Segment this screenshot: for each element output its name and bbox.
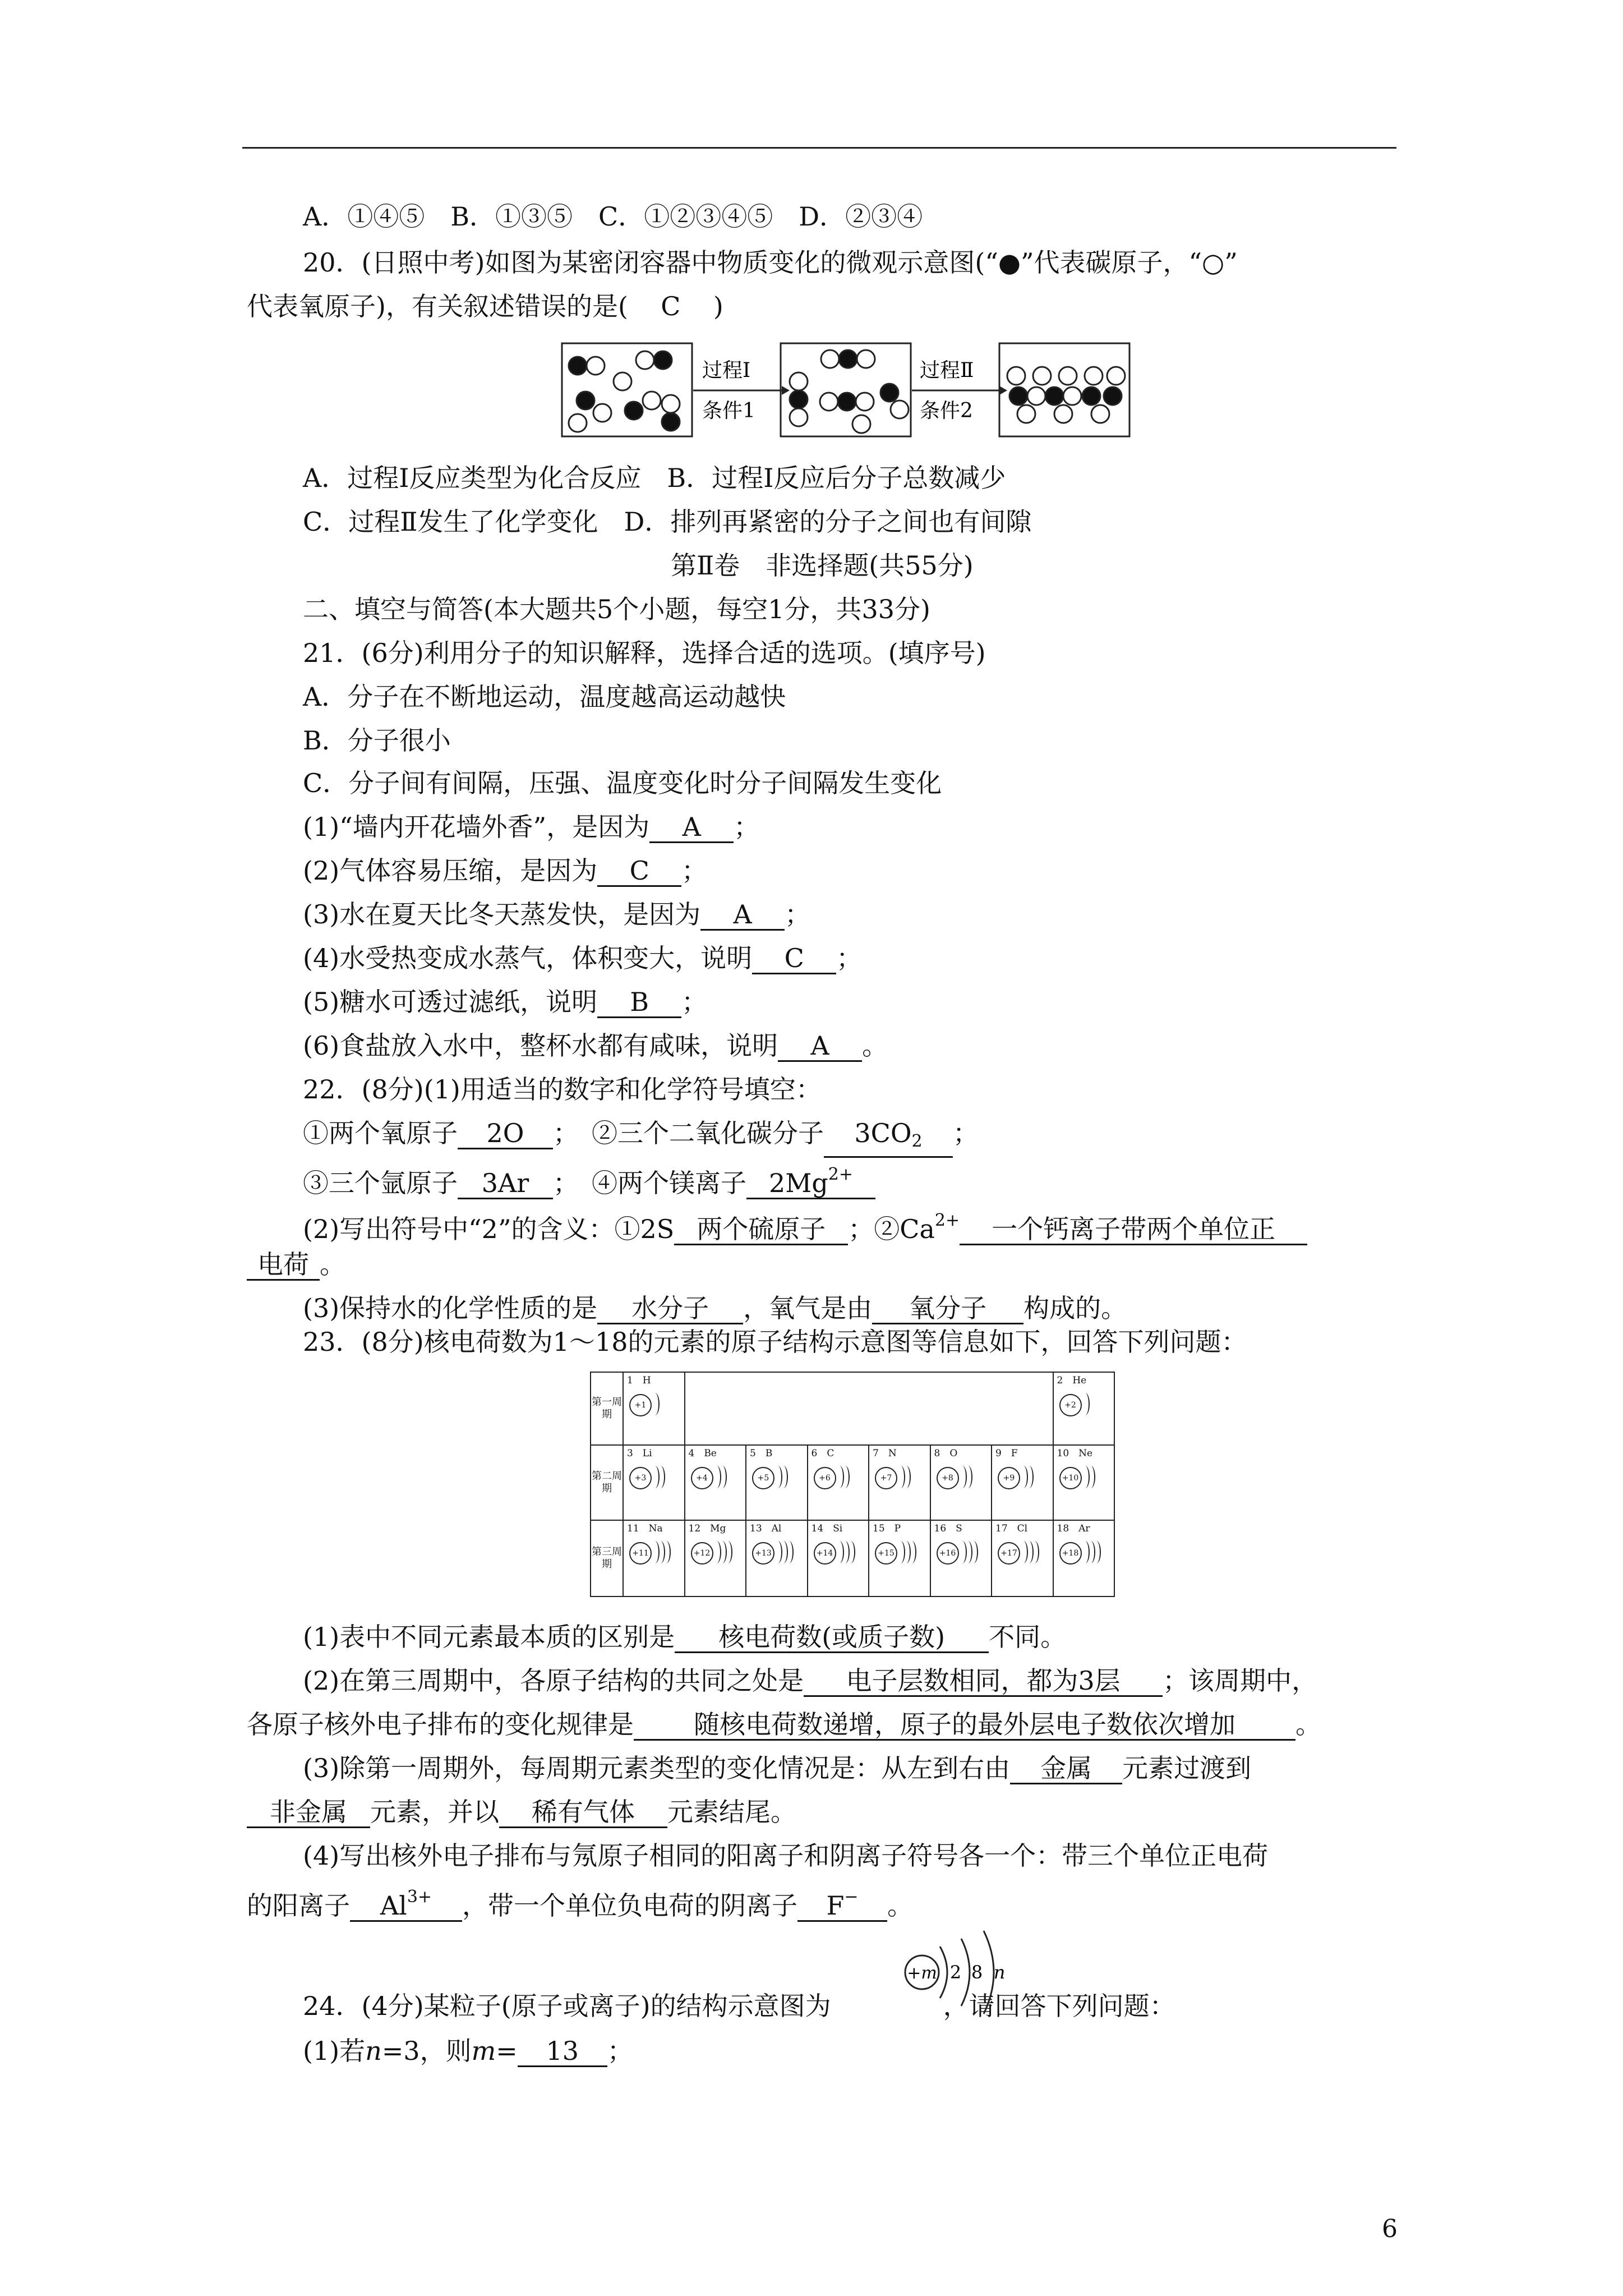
q21-answer-4: C [752,944,836,974]
element-cell: 2 He +2 [1053,1372,1115,1445]
q21-answer-1: A [649,812,734,843]
q24-shell3-count: n [993,1962,1006,1983]
element-cell: 7 N +7 [869,1445,930,1520]
element-cell: 12 Mg +12 [685,1520,746,1596]
q21-item-3: (3)水在夏天比冬天蒸发快，是因为 A ； [303,899,811,930]
q21-option-a: A．分子在不断地运动，温度越高运动越快 [303,682,786,712]
q20-options-cd: C．过程Ⅱ发生了化学变化 D．排列再紧密的分子之间也有间隙 [303,507,1032,537]
q21-answer-5: B [597,987,681,1018]
q23-answer-8: F− [797,1883,887,1922]
q24-shell1-count: 2 [949,1962,962,1983]
q20-stem-line1: 20．(日照中考)如图为某密闭容器中物质变化的微观示意图(“●”代表碳原子，“○” [303,247,1238,278]
q21-item-1: (1)“墙内开花墙外香”，是因为 A ； [303,812,760,842]
q22-answer-1: 2O [458,1119,553,1149]
q24-answer-1: 13 [518,2036,607,2067]
q23-answer-5: 非金属 [247,1797,370,1828]
element-cell: 15 P +15 [869,1520,930,1596]
q21-answer-2: C [597,856,681,887]
q23-stem: 23．(8分)核电荷数为1～18的元素的原子结构示意图等信息如下，回答下列问题： [303,1327,1247,1357]
q22-answer-5: 两个硫原子 [674,1214,848,1245]
q24-nucleus-label: +m [907,1963,937,1983]
q22-answer-8: 氧分子 [872,1294,1023,1324]
q20-process2-label: 过程Ⅱ [920,359,974,382]
element-cell: 4 Be +4 [685,1445,746,1520]
q23-part1: (1)表中不同元素最本质的区别是 核电荷数(或质子数) 不同。 [303,1622,1067,1652]
q23-part4-line1: (4)写出核外电子排布与氖原子相同的阳离子和阴离子符号各一个：带三个单位正电荷 [303,1841,1269,1871]
q23-answer-3: 随核电荷数递增，原子的最外层电子数依次增加 [634,1710,1295,1741]
q22-answer-4: $2Mg^{2+}$ [746,1160,875,1199]
q20-stem-line2: 代表氧原子)，有关叙述错误的是( C ) [247,291,723,321]
element-cell: 17 Cl +17 [992,1520,1053,1596]
q23-part3-line1: (3)除第一周期外，每周期元素类型的变化情况是：从左到右由 金属 元素过渡到 [303,1753,1252,1783]
q23-part3-line2: 非金属 元素，并以 稀有气体 元素结尾。 [247,1795,796,1829]
element-cell: 13 Al +13 [746,1520,808,1596]
q20-process1-label: 过程Ⅰ [702,359,751,382]
q24-shell2-count: 8 [971,1962,983,1983]
q24-part1: (1)若n=3，则m= 13 ； [303,2036,633,2066]
q22-part2-line2: 电荷 。 [247,1248,345,1281]
q20-micro-diagram [561,342,1144,443]
element-cell: 10 Ne +10 [1053,1445,1115,1520]
element-cell: 14 Si +14 [808,1520,869,1596]
page-number: 6 [1382,2215,1398,2243]
q23-answer-4: 金属 [1010,1754,1122,1784]
element-cell: 18 Ar +18 [1053,1520,1115,1596]
section2-title: 二、填空与简答(本大题共5个小题，每空1分，共33分) [303,594,930,624]
q21-item-6: (6)食盐放入水中，整杯水都有咸味，说明 A 。 [303,1030,888,1061]
q20-options-ab: A．过程Ⅰ反应类型为化合反应 B．过程Ⅰ反应后分子总数减少 [303,463,1006,493]
q22-stem: 22．(8分)(1)用适当的数字和化学符号填空： [303,1074,822,1105]
q21-answer-3: A [700,900,785,931]
element-cell: 11 Na +11 [623,1520,685,1596]
q23-part2-line2: 各原子核外电子排布的变化规律是 随核电荷数递增，原子的最外层电子数依次增加 。 [247,1709,1321,1740]
q21-item-2: (2)气体容易压缩，是因为 C ； [303,855,708,886]
q20-cond2-label: 条件2 [920,399,973,422]
q22-answer-3: 3Ar [458,1168,553,1199]
q21-stem: 21．(6分)利用分子的知识解释，选择合适的选项。(填序号) [303,638,986,668]
q22-row-2: ③三个氩原子 3Ar ； ④两个镁离子 $2Mg^{2+}$ [303,1160,875,1200]
q21-item-4: (4)水受热变成水蒸气，体积变大，说明 C ； [303,943,863,973]
q23-part4-line2: 的阳离子 $Al^{3+}$ ，带一个单位负电荷的阴离子 F− 。 [247,1883,913,1922]
q22-answer-2: $3CO_2$ [824,1119,953,1158]
q21-option-b: B．分子很小 [303,725,451,756]
period-3-label: 第三周期 [591,1520,623,1596]
q21-item-5: (5)糖水可透过滤纸，说明 B ； [303,987,708,1017]
q22-answer-7: 水分子 [597,1294,743,1324]
element-cell: 16 S +16 [930,1520,992,1596]
q22-row-1: ①两个氧原子 2O ； ②三个二氧化碳分子 $3CO_2$ ； [303,1116,979,1158]
q19-options: A．①④⑤ B．①③⑤ C．①②③④⑤ D．②③④ [303,201,923,232]
periodic-table [590,1372,1115,1597]
element-cell: 5 B +5 [746,1445,808,1520]
period-1-label: 第一周期 [591,1372,623,1445]
element-cell: 1 H +1 [623,1372,685,1445]
part2-title: 第Ⅱ卷 非选择题(共55分) [671,550,974,581]
q23-part2-line1: (2)在第三周期中，各原子结构的共同之处是 电子层数相同，都为3层 ；该周期中， [303,1665,1318,1696]
element-cell: 8 O +8 [930,1445,992,1520]
periodic-table-figure [590,1372,1115,1596]
q20-cond1-label: 条件1 [702,399,755,422]
q24-structure-diagram [900,1924,1017,2019]
header-rule [242,147,1396,149]
q22-answer-6a: 一个钙离子带两个单位正 [960,1214,1307,1245]
empty-gap [685,1372,1053,1445]
q21-answer-6: A [778,1031,862,1062]
element-cell: 3 Li +3 [623,1445,685,1520]
q23-answer-1: 核电荷数(或质子数) [675,1622,989,1653]
q21-option-c: C．分子间有间隔，压强、温度变化时分子间隔发生变化 [303,768,942,798]
q20-answer: C [661,291,681,321]
q22-part2-line1: (2)写出符号中“2”的含义：①2S 两个硫原子 ；$②Ca^{2+}$ 一个钙离子带两个单位正 [303,1204,1307,1246]
q22-answer-6b: 电荷 [247,1250,320,1281]
element-cell: 9 F +9 [992,1445,1053,1520]
q23-answer-6: 稀有气体 [499,1797,667,1828]
q22-part3: (3)保持水的化学性质的是 水分子 ，氧气是由 氧分子 构成的。 [303,1293,1127,1323]
period-2-label: 第二周期 [591,1445,623,1520]
q23-answer-7: $Al^{3+}$ [350,1883,462,1922]
q23-answer-2: 电子层数相同，都为3层 [804,1666,1163,1697]
q24-stem: 24．(4分)某粒子(原子或离子)的结构示意图为 ，请回答下列问题： [303,1991,1175,2021]
element-cell: 6 C +6 [808,1445,869,1520]
